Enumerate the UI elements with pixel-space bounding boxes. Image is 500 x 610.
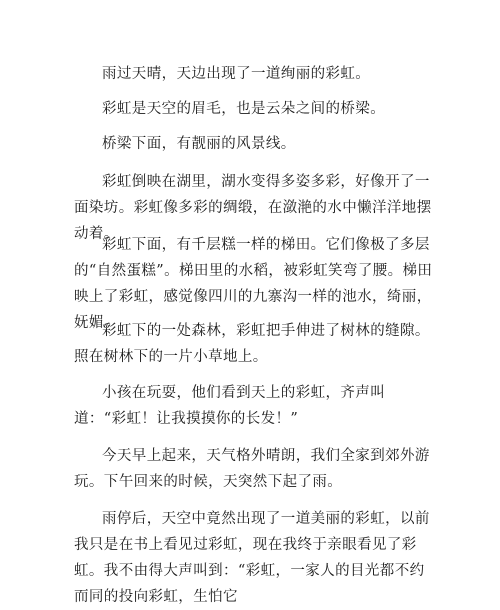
paragraph-3: 桥梁下面，有靓丽的风景线。 <box>102 136 296 152</box>
paragraph-2: 彩虹是天空的眉毛，也是云朵之间的桥梁。 <box>102 101 386 117</box>
paragraph-5: 彩虹下面，有千层糕一样的梯田。它们像极了多层的“自然蛋糕”。梯田里的水稻，被彩虹笑弯了腰。梯田映上了彩虹，感觉像四川的九寨沟一样的池水，绮丽，妩媚。 <box>74 237 433 331</box>
paragraph-1: 雨过天晴，天边出现了一道绚丽的彩虹。 <box>102 66 371 82</box>
paragraph-6: 彩虹下的一处森林，彩虹把手伸进了树林的缝隙。照在树林下的一片小草地上。 <box>74 323 430 365</box>
paragraph-4: 彩虹倒映在湖里，湖水变得多姿多彩，好像开了一面染坊。彩虹像多彩的绸缎，在潋滟的水中懒洋洋地摆动着。 <box>74 174 432 242</box>
paragraph-8: 今天早上起来，天气格外晴朗，我们全家到郊外游玩。下午回来的时候，天突然下起了雨。 <box>74 448 430 490</box>
paragraph-9: 雨停后，天空中竟然出现了一道美丽的彩虹，以前我只是在书上看见过彩虹，现在我终于亲眼看见了彩虹。我不由得大声叫到：“彩虹，一家人的目光都不约而同的投向彩虹，生怕它 <box>74 511 430 605</box>
paragraph-7: 小孩在玩耍，他们看到天上的彩虹，齐声叫道：“彩虹！让我摸摸你的长发！” <box>74 385 386 427</box>
